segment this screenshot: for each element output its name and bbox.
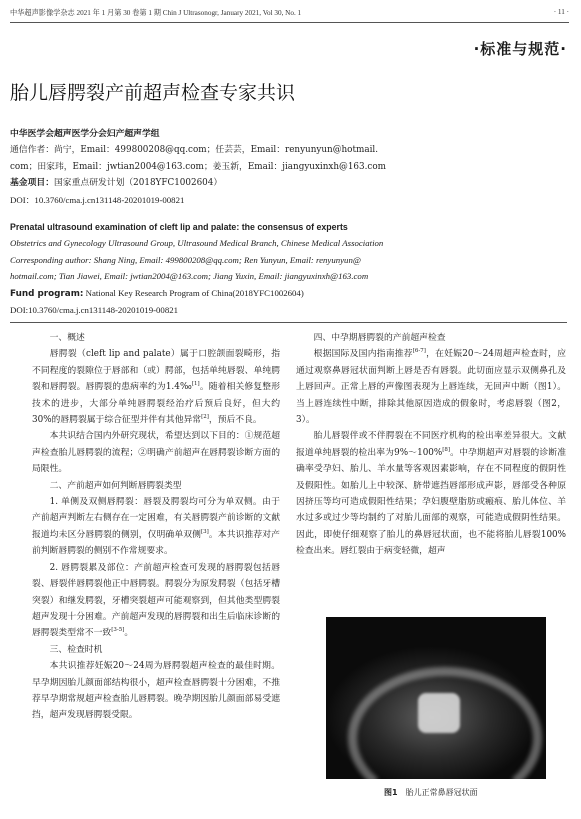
page-number: · 11 · [553, 8, 569, 16]
corresponding-authors-line-2: com；田家玮，Email：jwtian2004@163.com；姜玉新，Email：jiangyuxinxh@163.com [10, 161, 386, 172]
running-head [10, 8, 569, 18]
header-rule [10, 22, 569, 23]
fund-label-cn: 基金项目： [10, 178, 54, 189]
fund-label-en: Fund program: [10, 288, 84, 299]
ultrasound-figure [326, 617, 546, 779]
fund-text-cn: 国家重点研发计划（2018YFC1002604） [54, 178, 223, 189]
figure-number: 图1 [384, 788, 398, 797]
reference-mark: [6-7] [412, 348, 426, 355]
abstract-rule [10, 322, 567, 323]
figure-caption [384, 787, 478, 798]
reference-mark: [2] [201, 414, 209, 421]
fund-program-en [10, 285, 567, 302]
paragraph-laterality: 1. 单侧及双侧唇腭裂：唇裂及腭裂均可分为单双侧。由于产前超声判断左右侧存在一定困难，有关唇腭裂产前诊断的文献报道均未区分唇腭裂的侧别，仅明确单双侧[3]。本共识推荐对产前判断唇腭裂的侧别不作常规要求。 [32, 497, 280, 557]
figure-caption-text: 胎儿正常鼻唇冠状面 [405, 788, 478, 797]
column-tag: ·标准与规范· [473, 40, 567, 58]
reference-mark: [8] [442, 446, 451, 453]
section-heading-overview: 一、概述 [49, 333, 85, 343]
doi-cn: DOI：10.3760/cma.j.cn131148-20201019-00821 [10, 194, 185, 205]
section-heading-midtrimester: 四、中孕期唇腭裂的产前超声检查 [313, 333, 446, 343]
english-organization: Obstetrics and Gynecology Ultrasound Group, Ultrasound Medical Branch, Chinese Medical Association [10, 238, 384, 249]
upper-lip-echo [418, 693, 460, 733]
paragraph-timing: 本共识推荐妊娠20～24周为唇腭裂超声检查的最佳时期。早孕期因胎儿颜面部结构很小，超声检查唇腭裂十分困难，不推荐早孕期常规超声检查胎儿唇腭裂。晚孕期因胎儿颜面部易受遮挡，超声发现唇腭裂受限。 [32, 661, 280, 721]
reference-mark: [3] [201, 528, 209, 535]
right-column [296, 330, 566, 560]
fund-text-en: National Key Research Program of China(2018YFC1002604) [83, 287, 304, 298]
doi-en: DOI:10.3760/cma.j.cn131148-20201019-00821 [10, 305, 179, 316]
english-title: Prenatal ultrasound examination of cleft lip and palate: the consensus of experts [10, 222, 348, 233]
paragraph-guidelines: 根据国际及国内指南推荐[6-7]，在妊娠20～24周超声检查时，应通过观察鼻唇冠状面判断上唇是否有唇裂。此切面应显示双侧鼻孔及上唇回声。正常上唇的声像图表现为上唇连续，无回声中断（图1）。当上唇连续性中断，排除其他原因造成的假象时，考虑唇裂（图2，3）。 [296, 348, 566, 426]
reference-mark: [1] [191, 381, 200, 388]
running-head-left: 中华超声影像学杂志 2021 年 1 月第 30 卷第 1 期 Chin J Ultrasonogr, January 2021, Vol 30, No. 1 [10, 9, 302, 17]
fund-program-cn [10, 175, 567, 191]
reference-mark: [3-5] [111, 627, 125, 634]
author-organization: 中华医学会超声医学分会妇产超声学组 [10, 129, 160, 139]
english-corr-line-2: hotmail.com; Tian Jiawei, Email: jwtian2004@163.com; Jiang Yuxin, Email: jiangyuxinxh@163.com [10, 271, 369, 282]
section-heading-timing: 三、检查时机 [49, 644, 103, 655]
section-heading-types: 二、产前超声如何判断唇腭裂类型 [49, 480, 182, 491]
paragraph-purpose: 本共识结合国内外研究现状，希望达到以下目的：①规范超声检查胎儿唇腭裂的流程；②明确产前超声在唇腭裂诊断方面的局限性。 [32, 431, 280, 475]
paragraph-sites: 2. 唇腭裂累及部位：产前超声检查可发现的唇腭裂包括唇裂、唇裂伴唇腭裂他正中唇腭裂。腭裂分为原发腭裂（包括牙槽突裂）和继发腭裂，牙槽突裂超声可能观察到，但其他类型腭裂超声发现十分困难。产前超声发现的唇腭裂和出生后临床诊断的唇腭裂类型常不一致[3-5]。 [32, 562, 280, 639]
paragraph-overview: 唇腭裂（cleft lip and palate）属于口腔颌面裂畸形，指不同程度的裂隙位于唇部和（或）腭部，包括单纯唇裂、单纯腭裂和唇腭裂。唇腭裂的患病率约为1.4‰[1]。随着相关修复整形技术的进步，大部分单纯唇腭裂经治疗后预后良好，但大约30%的唇腭裂属于综合征型并伴有其他异常[2]，预后不良。 [32, 349, 280, 426]
article-metadata [10, 126, 567, 318]
paragraph-detection-rate: 胎儿唇裂伴或不伴腭裂在不同医疗机构的检出率差异很大。文献报道单纯唇裂的检出率为9%～100%[8]。中孕期超声对唇裂的诊断准确率受孕妇、胎儿、羊水量等客观因素影响，存在不同程度的假阴性及假阳性。如胎儿上中较深、脐带遮挡唇部形成声影，唇部受各种原因挤压等均可造成假阳性结果；孕妇腹壁脂肪或瘢痕、胎儿体位、羊水过多或过少等均制约了对胎儿面部的观察，可能造成假阴性结果。因此，即使仔细观察了胎儿的鼻唇冠状面，也不能将胎儿唇裂100%检查出来。唇红裂由于病变轻微，超声 [296, 431, 566, 557]
left-column [32, 330, 280, 724]
english-corr-line-1: Corresponding author: Shang Ning, Email: 499800208@qq.com; Ren Yunyun, Email: renyunyun@ [10, 254, 361, 265]
paper-title: 胎儿唇腭裂产前超声检查专家共识 [10, 82, 296, 104]
corresponding-authors-line-1: 通信作者：尚宁，Email：499800208@qq.com；任芸芸，Email：renyunyun@hotmail. [10, 145, 378, 156]
